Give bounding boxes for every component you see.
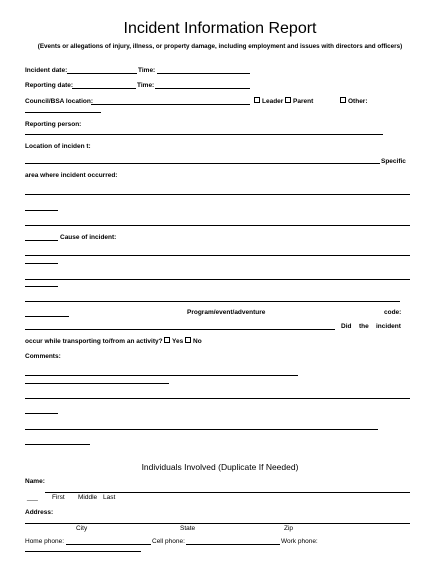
other-checkbox[interactable] [340, 98, 368, 105]
no-option-label: No [193, 338, 202, 345]
incident-time-field[interactable] [157, 73, 250, 74]
other-option-label: Other: [348, 98, 368, 105]
form-subtitle: (Events or allegations of injury, illness, or property damage, including employment and issues with directors and officers) [37, 43, 403, 50]
reporting-person-field[interactable] [25, 134, 383, 135]
council-line-2[interactable] [25, 112, 101, 113]
area-label: area where incident occurred: [25, 172, 118, 179]
yes-option-label: Yes [172, 338, 184, 345]
incident-word: incident [376, 323, 401, 330]
checkbox-icon [185, 337, 191, 343]
area-line-2[interactable] [25, 210, 58, 211]
form-title: Incident Information Report [123, 20, 317, 37]
name-field[interactable] [45, 492, 410, 493]
cause-line-1[interactable] [25, 255, 410, 256]
cell-phone-label: Cell phone: [152, 538, 185, 545]
reporting-date-label: Reporting date: [25, 82, 74, 89]
checkbox-icon [254, 97, 260, 103]
cause-label: Cause of incident: [60, 234, 117, 241]
address-field[interactable] [25, 523, 410, 524]
state-label: State [180, 525, 196, 532]
program-label: Program/event/adventure [187, 309, 266, 316]
zip-label: Zip [284, 525, 294, 532]
checkbox-icon [164, 337, 170, 343]
code-label: code: [384, 309, 402, 316]
did-label: Did [341, 323, 352, 330]
parent-checkbox[interactable] [285, 98, 313, 105]
comments-label: Comments: [25, 353, 61, 360]
council-location-label: Council/BSA location: [25, 98, 94, 105]
address-label: Address: [25, 509, 54, 516]
cell-phone-field[interactable] [186, 544, 280, 545]
location-field[interactable] [25, 163, 380, 164]
work-phone-label: Work phone: [281, 538, 318, 545]
name-prefix: ___ [27, 494, 38, 501]
reporting-date-field[interactable] [72, 88, 136, 89]
first-label: First [52, 494, 65, 501]
comments-line-2[interactable] [25, 383, 169, 384]
comments-line-4[interactable] [25, 413, 58, 414]
program-blank[interactable] [25, 316, 69, 317]
home-phone-field[interactable] [66, 544, 151, 545]
middle-label: Middle [78, 494, 98, 501]
name-label: Name: [25, 478, 45, 485]
incident-date-field[interactable] [67, 73, 137, 74]
home-phone-label: Home phone: [25, 538, 65, 545]
comments-line-6[interactable] [25, 444, 90, 445]
area-line-1[interactable] [25, 194, 410, 195]
leader-option-label: Leader [262, 98, 284, 105]
leader-checkbox[interactable] [254, 98, 283, 105]
cause-line-2[interactable] [25, 263, 58, 264]
checkbox-icon [340, 97, 346, 103]
cause-line-5[interactable] [25, 301, 400, 302]
reporting-time-field[interactable] [155, 88, 250, 89]
the-label: the [359, 323, 369, 330]
incident-date-label: Incident date: [25, 67, 68, 74]
reporting-person-label: Reporting person: [25, 121, 82, 128]
parent-option-label: Parent [293, 98, 314, 105]
work-phone-field[interactable] [25, 551, 141, 552]
time-label: Time: [138, 67, 156, 74]
individuals-heading: Individuals Involved (Duplicate If Needed) [141, 462, 299, 472]
council-location-field[interactable] [91, 104, 250, 105]
area-line-3[interactable] [25, 225, 410, 226]
city-label: City [76, 525, 88, 532]
last-label: Last [103, 494, 116, 501]
time-label: Time: [137, 82, 155, 89]
comments-line-3[interactable] [25, 398, 410, 399]
location-label: Location of inciden t: [25, 143, 91, 150]
transport-label: occur while transporting to/from an activity? [25, 338, 163, 345]
checkbox-icon [285, 97, 291, 103]
no-checkbox[interactable] [185, 338, 202, 345]
comments-line-5[interactable] [25, 429, 378, 430]
yes-checkbox[interactable] [164, 338, 183, 345]
program-code-field[interactable] [25, 329, 335, 330]
specific-label: Specific [381, 158, 406, 165]
comments-line-1[interactable] [25, 375, 298, 376]
cause-line-4[interactable] [25, 286, 58, 287]
cause-line-3[interactable] [25, 279, 410, 280]
cause-blank[interactable] [25, 240, 58, 241]
